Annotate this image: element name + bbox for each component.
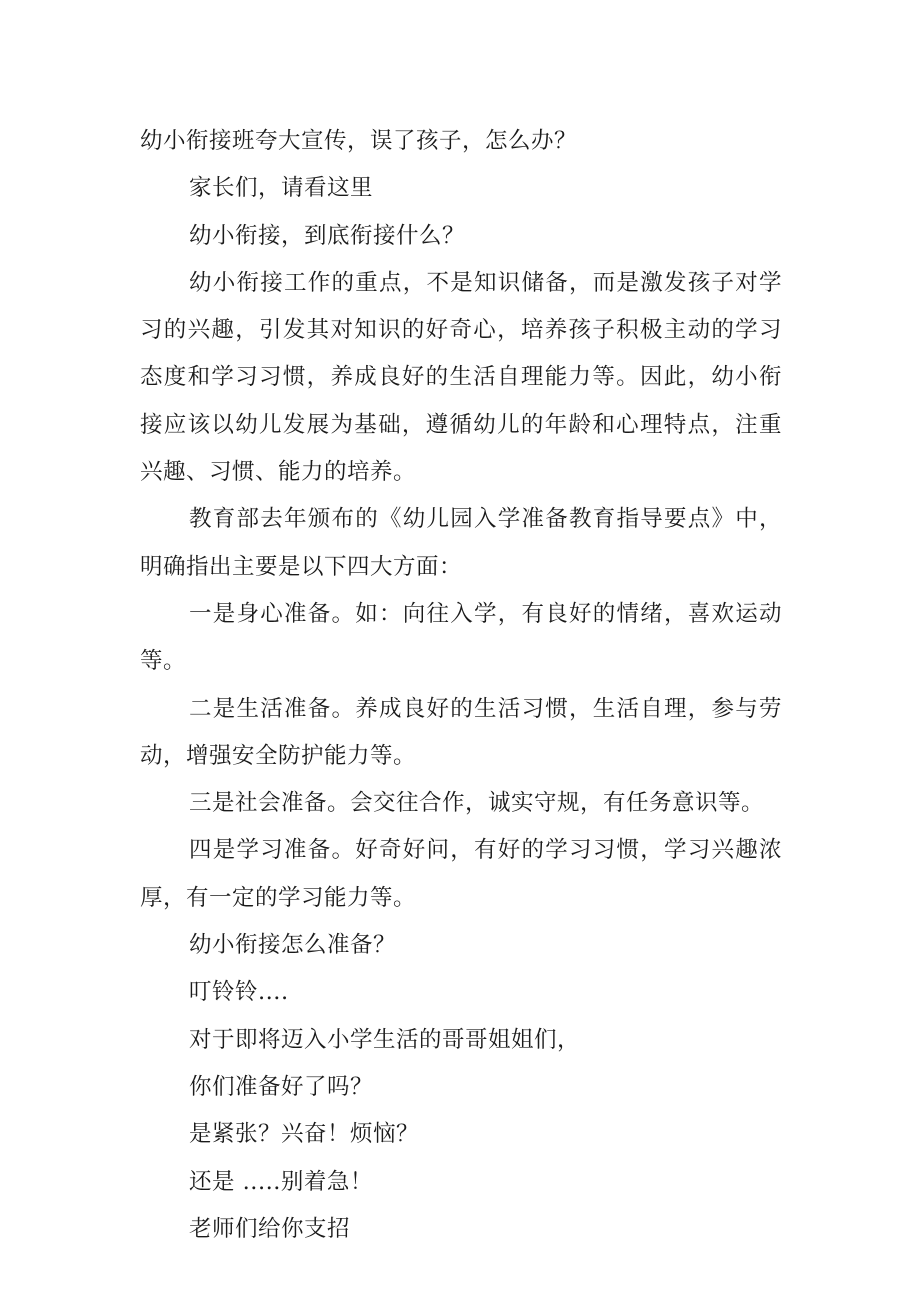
paragraph: 家长们，请看这里 <box>189 175 374 202</box>
document-body <box>140 118 782 1253</box>
list-item: 四是学习准备。好奇好问，有好的学习习惯，学习兴趣浓厚，有一定的学习能力等。 <box>140 837 782 911</box>
paragraph: 对于即将迈入小学生活的哥哥姐姐们， <box>189 1026 581 1053</box>
paragraph: 老师们给你支招 <box>189 1215 351 1242</box>
paragraph: 你们准备好了吗？ <box>189 1073 374 1100</box>
list-item: 一是身心准备。如：向往入学，有良好的情绪，喜欢运动等。 <box>140 600 782 675</box>
paragraph: 还是 .....别着急！ <box>189 1168 373 1195</box>
list-item: 三是社会准备。会交往合作，诚实守规，有任务意识等。 <box>189 790 765 817</box>
section-heading: 幼小衔接怎么准备？ <box>189 932 397 959</box>
section-heading: 幼小衔接，到底衔接什么？ <box>189 222 466 249</box>
paragraph: 幼小衔接工作的重点，不是知识储备，而是激发孩子对学习的兴趣，引发其对知识的好奇心，培养孩子积极主动的学习态度和学习习惯，养成良好的生活自理能力等。因此，幼小衔接应该以幼儿发展为基础，遵循幼儿的年龄和心理特点，注重兴趣、习惯、能力的培养。 <box>140 269 782 486</box>
paragraph: 是紧张？兴奋！烦恼？ <box>189 1121 420 1148</box>
paragraph: 叮铃铃.... <box>189 979 289 1006</box>
list-item: 二是生活准备。养成良好的生活习惯，生活自理，参与劳动，增强安全防护能力等。 <box>140 695 782 769</box>
document-title-line: 幼小衔接班夸大宣传，误了孩子，怎么办？ <box>140 128 578 154</box>
paragraph: 教育部去年颁布的《幼儿园入学准备教育指导要点》中，明确指出主要是以下四大方面： <box>140 506 782 580</box>
